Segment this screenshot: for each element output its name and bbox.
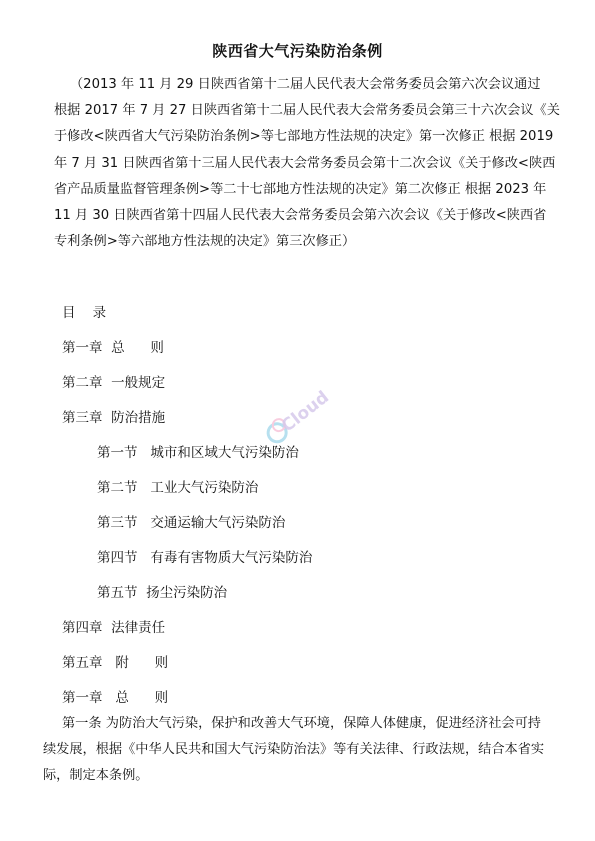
toc-item-section-2[interactable]: 第二节 工业大气污染防治 [97, 480, 259, 496]
toc-item-chapter-4[interactable]: 第四章 法律责任 [62, 620, 166, 636]
preamble-line: 于修改<陕西省大气污染防治条例>等七部地方性法规的决定》第一次修正 根据 2019 [54, 129, 554, 145]
toc-item-section-1[interactable]: 第一节 城市和区域大气污染防治 [97, 445, 299, 461]
toc-item-chapter-3[interactable]: 第三章 防治措施 [62, 410, 166, 426]
toc-item-chapter-2[interactable]: 第二章 一般规定 [62, 375, 166, 391]
toc-item-section-3[interactable]: 第三节 交通运输大气污染防治 [97, 515, 286, 531]
article-line: 续发展，根据《中华人民共和国大气污染防治法》等有关法律、行政法规，结合本省实 [43, 742, 545, 758]
toc-item-section-4[interactable]: 第四节 有毒有害物质大气污染防治 [97, 550, 313, 566]
cloud-watermark-logo [240, 380, 350, 450]
toc-item-chapter-1[interactable]: 第一章 总 则 [62, 340, 164, 356]
toc-item-chapter-5[interactable]: 第五章 附 则 [62, 655, 169, 671]
preamble-line: 省产品质量监督管理条例>等二十七部地方性法规的决定》第二次修正 根据 2023 年 [54, 181, 547, 197]
preamble-line: 年 7 月 31 日陕西省第十三届人民代表大会常务委员会第十二次会议《关于修改<陕西 [54, 155, 556, 171]
chapter-heading: 第一章 总 则 [62, 690, 169, 706]
document-title: 陕西省大气污染防治条例 [212, 42, 383, 60]
svg-text:Cloud: Cloud [277, 387, 333, 437]
article-1 [43, 711, 545, 790]
preamble-line: （2013 年 11 月 29 日陕西省第十二届人民代表大会常务委员会第六次会议通过 [70, 77, 541, 92]
toc-heading: 目 录 [62, 305, 107, 321]
preamble [54, 72, 560, 255]
article-line: 际，制定本条例。 [43, 768, 149, 784]
preamble-line: 11 月 30 日陕西省第十四届人民代表大会常务委员会第六次会议《关于修改<陕西省 [54, 208, 547, 224]
article-line: 第一条 为防治大气污染，保护和改善大气环境，保障人体健康，促进经济社会可持 [62, 716, 541, 731]
toc-item-section-5[interactable]: 第五节 扬尘污染防治 [97, 585, 228, 601]
preamble-line: 根据 2017 年 7 月 27 日陕西省第十二届人民代表大会常务委员会第三十六次会议《关 [54, 103, 560, 119]
preamble-line: 专利条例>等六部地方性法规的决定》第三次修正） [54, 234, 356, 250]
